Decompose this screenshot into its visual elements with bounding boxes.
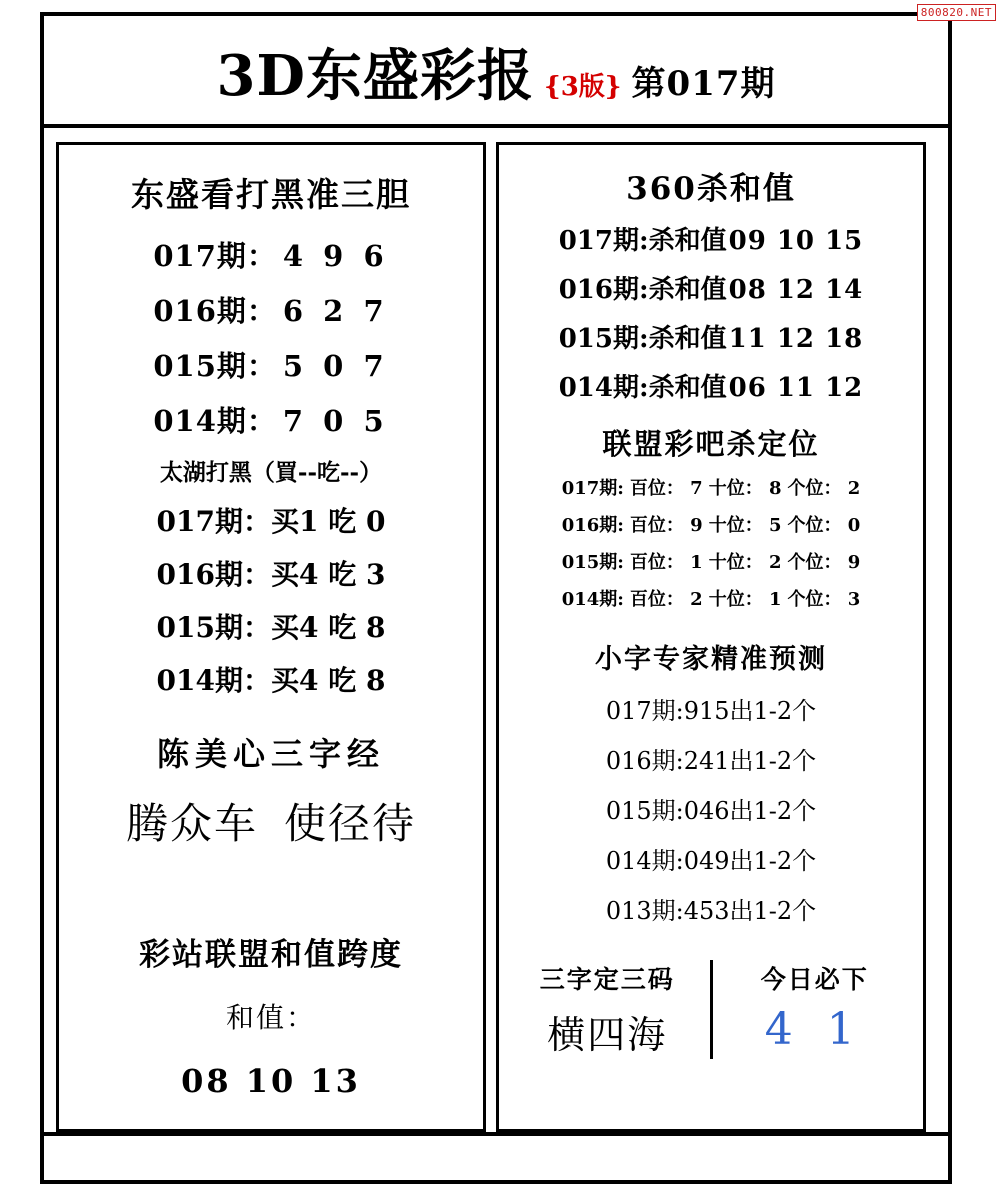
table-row <box>505 585 917 611</box>
right-section2-heading: 联盟彩吧杀定位 <box>602 427 820 461</box>
sum-value-numbers: 08 10 13 <box>181 1062 361 1100</box>
period-label: 017期: <box>558 226 649 256</box>
table-row <box>65 234 477 275</box>
table-row: 017期：买1 吃 0 <box>156 505 386 538</box>
ones-value: 个位： 0 <box>787 515 861 536</box>
left-section2-heading: 太湖打黑（買--吃--） <box>159 459 383 486</box>
kill-label: 杀和值 <box>648 324 727 354</box>
hundreds-value: 百位： 1 <box>629 552 703 573</box>
left-section4-heading: 彩站联盟和值跨度 <box>139 937 403 973</box>
right-section3-heading: 小字专家精准预测 <box>595 644 827 675</box>
table-row: 013期:453出1-2个 <box>605 897 817 925</box>
site-watermark: 800820.NET <box>917 4 996 21</box>
table-row <box>505 220 917 257</box>
table-row: 014期：买4 吃 8 <box>156 664 386 697</box>
poster-header <box>44 16 948 128</box>
right-section1-heading: 360杀和值 <box>626 171 796 207</box>
table-row: 017期:915出1-2个 <box>605 697 817 725</box>
table-row <box>65 289 477 330</box>
issue-number: 第017期 <box>631 64 776 104</box>
period-label: 014期： <box>153 404 277 438</box>
period-label: 017期： <box>153 239 277 273</box>
lottery-poster <box>40 12 952 1184</box>
poster-body <box>44 128 948 1132</box>
period-label: 015期: <box>561 552 624 573</box>
kill-label: 杀和值 <box>648 226 727 256</box>
tens-value: 十位： 1 <box>708 589 782 610</box>
period-label: 016期: <box>558 275 649 305</box>
period-value: 6 2 7 <box>282 294 389 328</box>
kill-values: 06 11 12 <box>728 373 864 403</box>
kill-values: 11 12 18 <box>728 324 864 354</box>
today-must-bet-panel <box>713 960 918 1059</box>
ones-value: 个位： 9 <box>787 552 861 573</box>
period-label: 014期: <box>561 589 624 610</box>
period-value: 7 0 5 <box>282 404 389 438</box>
period-label: 015期： <box>153 349 277 383</box>
period-label: 017期: <box>561 478 624 499</box>
table-row <box>505 269 917 306</box>
table-row <box>65 344 477 385</box>
kill-values: 09 10 15 <box>728 226 864 256</box>
tens-value: 十位： 8 <box>708 478 782 499</box>
panel-title: 三字定三码 <box>539 965 675 994</box>
kill-label: 杀和值 <box>648 275 727 305</box>
page-title: 3D东盛彩报 <box>216 43 534 109</box>
period-label: 014期: <box>558 373 649 403</box>
version-badge: {3版} <box>544 72 622 102</box>
table-row <box>505 318 917 355</box>
tens-value: 十位： 2 <box>708 552 782 573</box>
left-column <box>56 142 486 1132</box>
period-label: 016期: <box>561 515 624 536</box>
left-section3-heading: 陈美心三字经 <box>156 735 385 773</box>
table-row: 015期:046出1-2个 <box>605 797 817 825</box>
bottom-panels <box>505 960 917 1059</box>
table-row <box>505 548 917 574</box>
table-row: 016期:241出1-2个 <box>605 747 817 775</box>
period-value: 5 0 7 <box>282 349 389 383</box>
poster-footer <box>44 1132 948 1174</box>
table-row: 016期：买4 吃 3 <box>156 558 386 591</box>
kill-label: 杀和值 <box>648 373 727 403</box>
sum-value-label: 和值： <box>225 1001 316 1034</box>
right-column <box>496 142 926 1132</box>
three-character-phrase <box>65 791 477 851</box>
hundreds-value: 百位： 2 <box>629 589 703 610</box>
panel-value: 横四海 <box>547 1013 668 1057</box>
table-row <box>505 511 917 537</box>
period-label: 015期: <box>558 324 649 354</box>
hundreds-value: 百位： 7 <box>629 478 703 499</box>
table-row <box>65 399 477 440</box>
phrase-part-a: 腾众车 <box>125 799 258 848</box>
left-section1-heading: 东盛看打黑准三胆 <box>131 175 411 214</box>
table-row: 014期:049出1-2个 <box>605 847 817 875</box>
phrase-part-b: 使径待 <box>284 799 417 848</box>
three-char-three-code-panel <box>505 960 713 1059</box>
ones-value: 个位： 2 <box>787 478 861 499</box>
panel-title: 今日必下 <box>760 965 869 994</box>
table-row <box>505 474 917 500</box>
period-value: 4 9 6 <box>282 239 389 273</box>
ones-value: 个位： 3 <box>787 589 861 610</box>
tens-value: 十位： 5 <box>708 515 782 536</box>
period-label: 016期： <box>153 294 277 328</box>
table-row: 015期：买4 吃 8 <box>156 611 386 644</box>
hundreds-value: 百位： 9 <box>629 515 703 536</box>
table-row <box>505 367 917 404</box>
panel-value: 4 1 <box>764 1004 865 1055</box>
kill-values: 08 12 14 <box>728 275 864 305</box>
